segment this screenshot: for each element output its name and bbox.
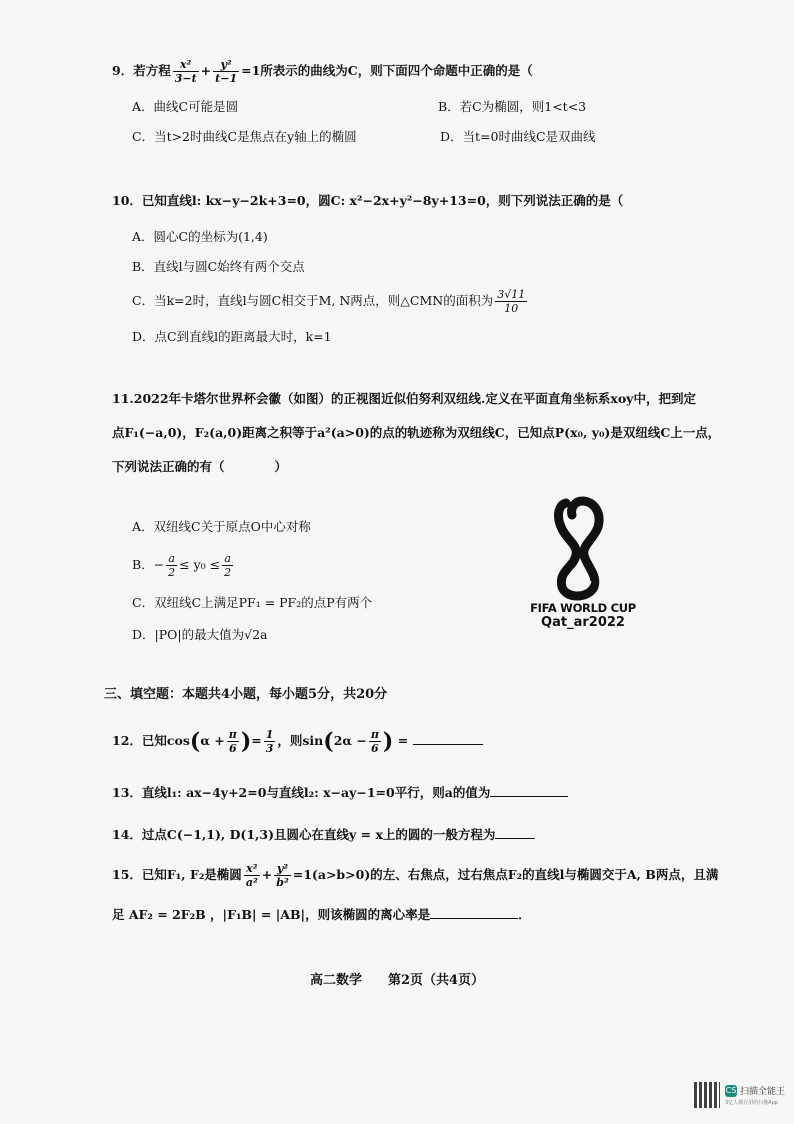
q12-equals: = [251, 733, 262, 748]
q15-y-den: b² [276, 876, 289, 889]
logo-text-qatar: Qat_ar2022 [541, 615, 625, 630]
q15-x-fraction [244, 862, 260, 889]
q15-text-line2: 足 AF₂ = 2F₂B ，|F₁B| = |AB|，则该椭圆的离心率是 [112, 907, 431, 922]
q14 [112, 826, 535, 844]
q11-option-c: C．双纽线C上满足PF₁ = PF₂的点P有两个 [132, 595, 373, 610]
q12-cos: 12．已知cos [112, 733, 190, 748]
qr-code-icon [694, 1082, 720, 1108]
scanner-sublabel: 3亿人都在用的扫描App [725, 1100, 778, 1106]
q9-plus: + [200, 63, 212, 78]
q12-answer-blank[interactable] [413, 744, 483, 745]
q12-value-fraction [264, 728, 276, 755]
scanner-label: 扫描全能王 [740, 1087, 786, 1097]
q10-option-c-text: C．当k=2时，直线l与圆C相交于M, N两点，则△CMN的面积为 [132, 293, 494, 308]
q10-option-a: A．圆心C的坐标为(1,4) [132, 229, 268, 244]
q11-b-f1-den: 2 [168, 566, 176, 579]
q9-f1-den: 3−t [174, 72, 197, 85]
q12-sin: ，则sin [277, 733, 324, 748]
q10-area-num: 3√11 [497, 288, 526, 301]
q11-option-a: A．双纽线C关于原点O中心对称 [132, 519, 311, 534]
q9-fraction-2 [213, 58, 239, 85]
q15-period: ． [518, 907, 531, 922]
q12-pi-num-1: π [228, 728, 237, 741]
q12-pi-den-1: 6 [228, 742, 237, 755]
q9-f1-num: x² [173, 58, 199, 72]
q12-pi-den-2: 6 [371, 742, 379, 755]
q12-end-equals: = [397, 733, 409, 748]
q15-answer-blank[interactable] [430, 918, 518, 919]
q11-line-2: 点F₁(−a,0)，F₂(a,0)距离之积等于a²(a>0)的点的轨迹称为双纽线C，已知点P(x₀, y₀)是双纽线C上一点， [112, 425, 721, 440]
q9-fraction-1 [173, 58, 199, 85]
q10-stem: 10．已知直线l: kx−y−2k+3=0，圆C: x²−2x+y²−8y+13=0，则下列说法正确的是（ [112, 193, 624, 208]
logo-text-fifa: FIFA WORLD CUP [530, 601, 636, 615]
q10-option-c [132, 288, 529, 315]
q15-line-2 [112, 906, 531, 924]
q11-option-b-label: B． [132, 557, 154, 572]
world-cup-logo [528, 495, 638, 635]
scanner-logo-icon: CS [725, 1086, 737, 1095]
q12: 12．已知cos(α + $\frac{\pi}{6}$ )= $\frac{1}{3}$ ，则sin(2α − $\frac{\pi}{6}$ ) = [112, 728, 483, 755]
q12-pi-fraction-2 [369, 728, 381, 755]
q9-option-b: B．若C为椭圆，则1<t<3 [438, 99, 587, 114]
q15-x-num: x² [244, 862, 260, 876]
q11-line-1: 11.2022年卡塔尔世界杯会徽（如图）的正视图近似伯努利双纽线.定义在平面直角坐标系xoy中，把到定 [112, 391, 696, 406]
q11-option-d: D．|PO|的最大值为√2a [132, 627, 268, 642]
q9-option-d: D．当t=0时曲线C是双曲线 [440, 129, 596, 144]
q9-option-c: C．当t>2时曲线C是焦点在y轴上的椭圆 [132, 129, 357, 144]
q11-option-b: B．− $\frac{a}{2}$ ≤ y₀ ≤ $\frac{a}{2}$ [132, 552, 232, 579]
q15-text-a: 15．已知F₁, F₂是椭圆 [112, 867, 242, 882]
q9-f2-num: y² [213, 58, 239, 72]
q12-inner-1: α + [200, 733, 225, 748]
q12-inner-2: 2α − [333, 733, 367, 748]
q11-b-fraction-2 [222, 552, 233, 579]
q11-b-f2-num: a [222, 552, 233, 566]
q9-stem [112, 58, 533, 85]
q12-value-num: 1 [265, 728, 274, 741]
q9-stem-b: =1所表示的曲线为C，则下面四个命题中正确的是（ [241, 63, 533, 78]
section-3-heading: 三、填空题：本题共4小题，每小题5分，共20分 [104, 687, 388, 702]
q10-option-d: D．点C到直线l的距离最大时，k=1 [132, 329, 332, 344]
q9-stem-a: 9．若方程 [112, 63, 171, 78]
q12-pi-num-2: π [370, 728, 379, 741]
q9-f2-den: t−1 [215, 72, 238, 85]
q13-answer-blank[interactable] [490, 796, 568, 797]
q15-y-num: y² [274, 862, 291, 876]
q15-text-b: =1(a>b>0)的左、右焦点，过右焦点F₂的直线l与椭圆交于A, B两点，且满 [292, 867, 719, 882]
q14-text: 14．过点C(−1,1), D(1,3)且圆心在直线y = x上的圆的一般方程为 [112, 827, 496, 842]
page-footer: 高二数学 第2页（共4页） [310, 973, 485, 988]
q11-b-fraction-1 [166, 552, 177, 579]
trophy-emblem-icon [528, 495, 638, 605]
q14-answer-blank[interactable] [495, 838, 535, 839]
q11-b-f1-num: a [166, 552, 177, 566]
q15-line-1: 15．已知F₁, F₂是椭圆 $\frac{\text{x²}}{\text{a²}}$ + $\frac{\text{y²}}{\text{b²}}$ =1(a>b>0)的左、右焦点，过右焦点F₂的直线l与椭圆交于A, B两点，且满 [112, 862, 719, 889]
q12-value-den: 3 [265, 742, 274, 755]
q10-area-fraction [495, 288, 527, 315]
q10-area-den: 10 [504, 302, 519, 315]
q13 [112, 784, 568, 802]
q13-text: 13．直线l₁: ax−4y+2=0与直线l₂: x−ay−1=0平行，则a的值为 [112, 785, 491, 800]
q12-pi-fraction-1 [227, 728, 239, 755]
scanner-watermark [694, 1082, 786, 1110]
q15-y-fraction [274, 862, 291, 889]
q15-x-den: a² [245, 876, 258, 889]
q11-line-3: 下列说法正确的有（ ） [112, 459, 288, 474]
q10-option-b: B．直线l与圆C始终有两个交点 [132, 259, 305, 274]
q11-b-f2-den: 2 [224, 566, 232, 579]
q9-option-a: A．曲线C可能是圆 [132, 99, 239, 114]
q11-b-middle: ≤ y₀ ≤ [179, 557, 221, 572]
